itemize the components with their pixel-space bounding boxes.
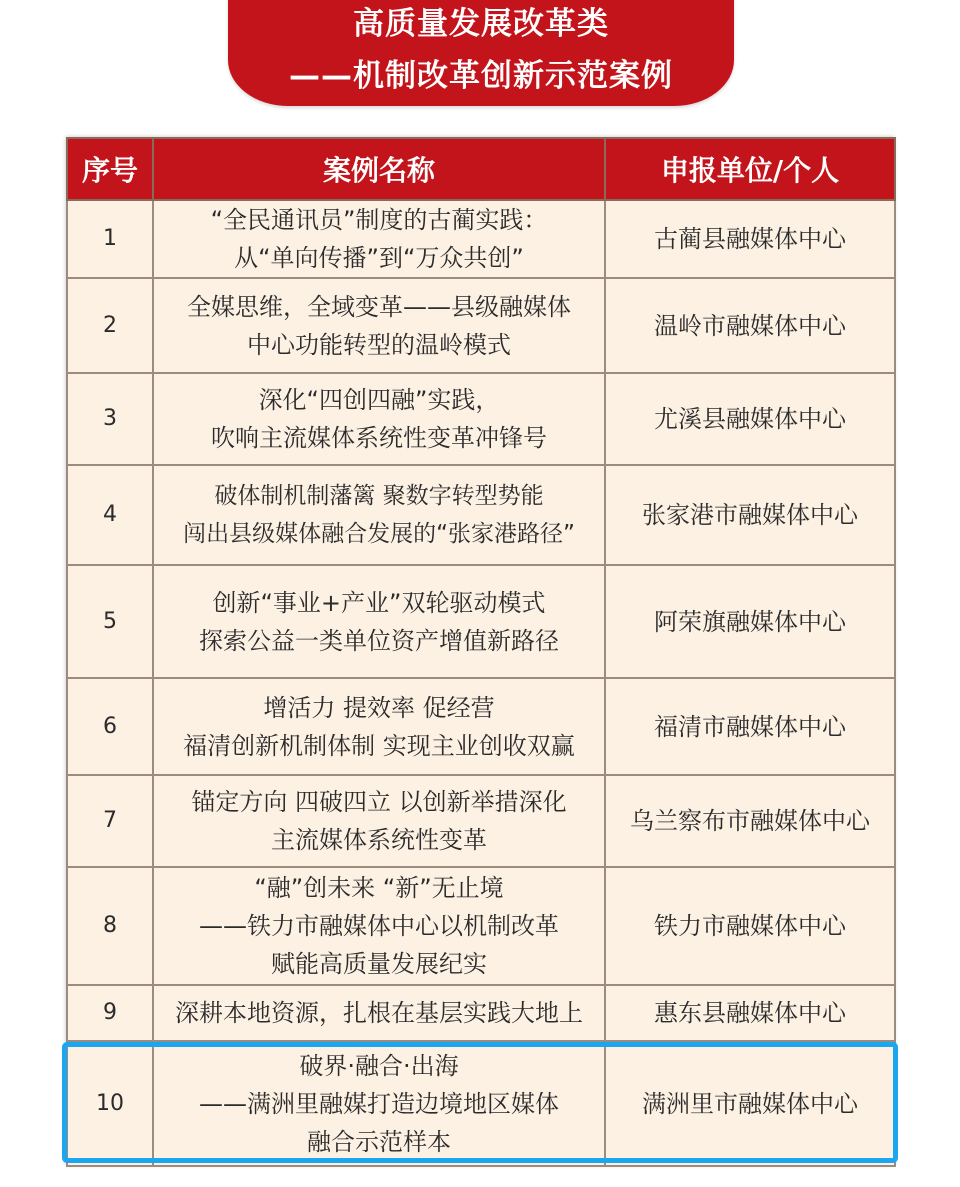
case-name-line: 赋能高质量发展纪实 bbox=[271, 950, 487, 978]
case-name-line: 增活力 提效率 促经营 bbox=[263, 693, 495, 722]
table-row bbox=[67, 678, 895, 775]
case-name-line: 福清创新机制体制 实现主业创收双赢 bbox=[183, 731, 575, 760]
case-name-cell bbox=[153, 678, 605, 775]
unit-cell: 福清市融媒体中心 bbox=[605, 678, 895, 775]
case-name-line: “融”创未来 “新”无止境 bbox=[254, 874, 504, 902]
case-name-line: 吹响主流媒体系统性变革冲锋号 bbox=[211, 424, 547, 452]
table-row bbox=[67, 565, 895, 678]
unit-cell: 阿荣旗融媒体中心 bbox=[605, 565, 895, 678]
case-name-cell bbox=[153, 985, 605, 1041]
unit-cell: 尤溪县融媒体中心 bbox=[605, 373, 895, 465]
unit-cell: 张家港市融媒体中心 bbox=[605, 465, 895, 565]
row-number: 9 bbox=[67, 985, 153, 1041]
case-name-line: 探索公益一类单位资产增值新路径 bbox=[199, 626, 559, 655]
header-case-name: 案例名称 bbox=[153, 138, 605, 200]
case-name-line: 全媒思维，全域变革——县级融媒体 bbox=[187, 292, 571, 321]
case-name-line: ——满洲里融媒打造边境地区媒体 bbox=[199, 1089, 559, 1118]
header-unit: 申报单位/个人 bbox=[605, 138, 895, 200]
case-name-cell bbox=[153, 867, 605, 985]
row-number: 7 bbox=[67, 775, 153, 867]
table-row bbox=[67, 465, 895, 565]
unit-cell: 铁力市融媒体中心 bbox=[605, 867, 895, 985]
case-name-line: 从“单向传播”到“万众共创” bbox=[234, 244, 524, 272]
case-name-line: 闯出县级媒体融合发展的“张家港路径” bbox=[183, 521, 575, 547]
case-name-line: 融合示范样本 bbox=[307, 1127, 451, 1156]
row-number: 1 bbox=[67, 200, 153, 278]
table-row bbox=[67, 278, 895, 373]
case-name-line: 创新“事业+产业”双轮驱动模式 bbox=[212, 588, 546, 617]
case-name-cell bbox=[153, 278, 605, 373]
case-table-container bbox=[66, 137, 894, 1165]
unit-cell: 温岭市融媒体中心 bbox=[605, 278, 895, 373]
case-name-line: 破界·融合·出海 bbox=[299, 1051, 459, 1080]
banner-title: 高质量发展改革类 bbox=[353, 6, 609, 42]
header-number: 序号 bbox=[67, 138, 153, 200]
table-header-row bbox=[67, 138, 895, 200]
case-table bbox=[66, 137, 896, 1167]
case-name-line: “全民通讯员”制度的古蔺实践： bbox=[210, 206, 548, 234]
row-number: 8 bbox=[67, 867, 153, 985]
case-name-cell bbox=[153, 565, 605, 678]
row-number: 3 bbox=[67, 373, 153, 465]
case-name-line: 中心功能转型的温岭模式 bbox=[247, 330, 511, 359]
table-row bbox=[67, 867, 895, 985]
case-name-cell bbox=[153, 1041, 605, 1166]
case-name-line: ——铁力市融媒体中心以机制改革 bbox=[199, 912, 559, 940]
table-row bbox=[67, 1041, 895, 1166]
case-name-line: 深耕本地资源，扎根在基层实践大地上 bbox=[175, 999, 583, 1027]
table-row bbox=[67, 775, 895, 867]
row-number: 4 bbox=[67, 465, 153, 565]
unit-cell: 乌兰察布市融媒体中心 bbox=[605, 775, 895, 867]
table-row bbox=[67, 985, 895, 1041]
title-banner bbox=[228, 0, 734, 106]
unit-cell: 满洲里市融媒体中心 bbox=[605, 1041, 895, 1166]
table-row bbox=[67, 373, 895, 465]
row-number: 5 bbox=[67, 565, 153, 678]
case-name-line: 锚定方向 四破四立 以创新举措深化 bbox=[191, 788, 567, 816]
row-number: 10 bbox=[67, 1041, 153, 1166]
table-row bbox=[67, 200, 895, 278]
case-name-line: 破体制机制藩篱 聚数字转型势能 bbox=[214, 483, 544, 509]
unit-cell: 古蔺县融媒体中心 bbox=[605, 200, 895, 278]
unit-cell: 惠东县融媒体中心 bbox=[605, 985, 895, 1041]
case-name-cell bbox=[153, 373, 605, 465]
case-name-cell bbox=[153, 200, 605, 278]
banner-subtitle: ——机制改革创新示范案例 bbox=[289, 58, 673, 94]
case-name-line: 深化“四创四融”实践， bbox=[258, 386, 500, 414]
case-name-line: 主流媒体系统性变革 bbox=[271, 826, 487, 854]
row-number: 2 bbox=[67, 278, 153, 373]
case-name-cell bbox=[153, 465, 605, 565]
case-name-cell bbox=[153, 775, 605, 867]
row-number: 6 bbox=[67, 678, 153, 775]
